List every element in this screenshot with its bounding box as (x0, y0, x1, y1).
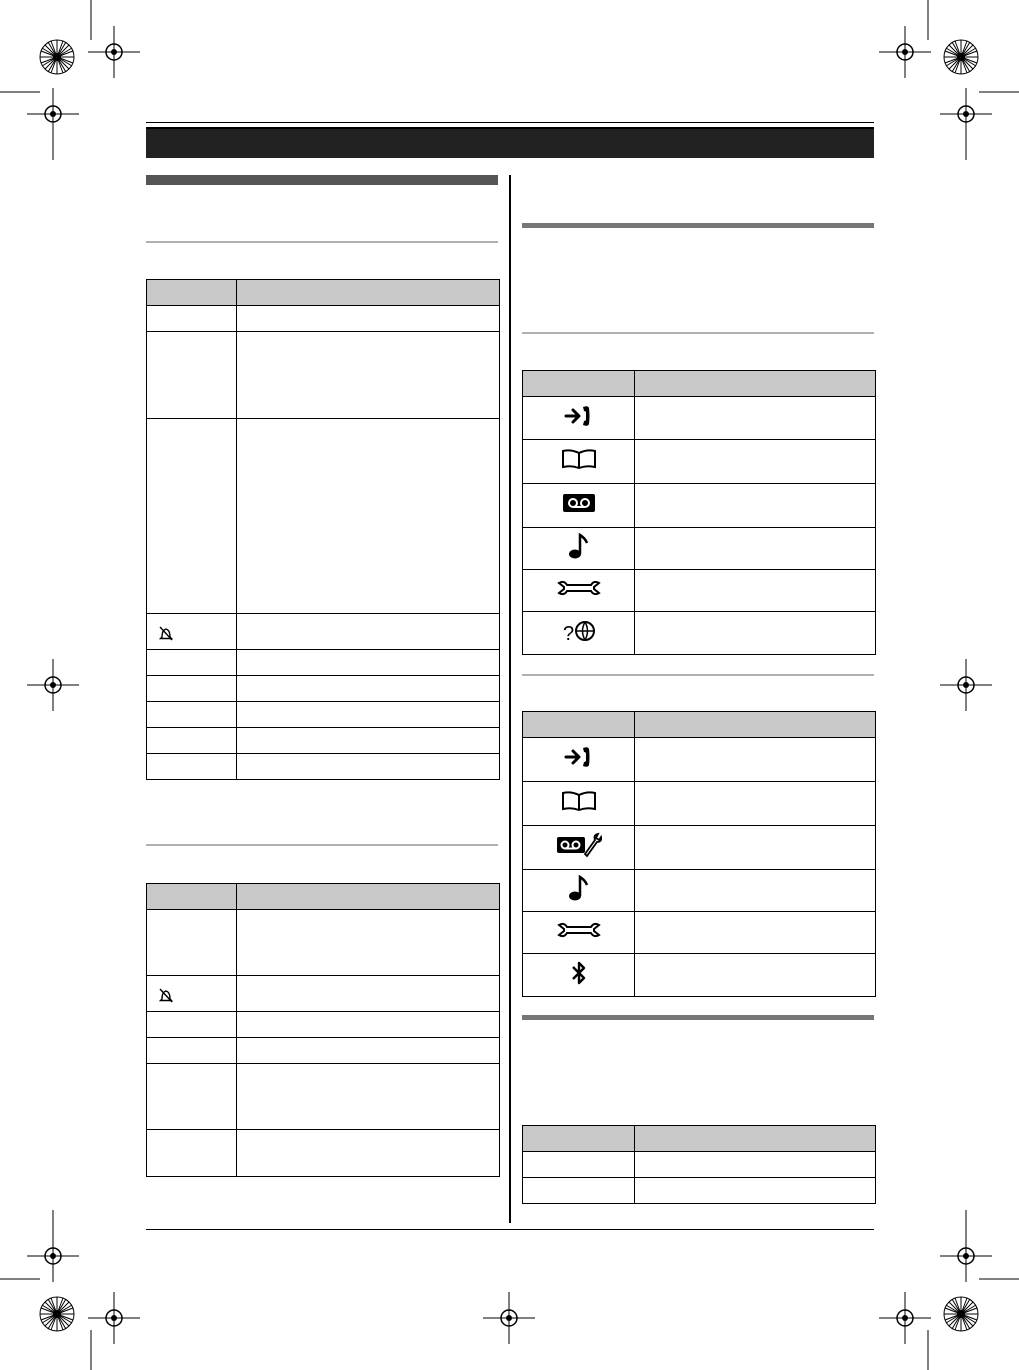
table-cell (635, 570, 876, 612)
table-row (147, 1064, 500, 1130)
help-globe-icon (561, 618, 597, 644)
table-cell (147, 614, 237, 650)
table-row (147, 306, 500, 332)
table-cell (147, 332, 237, 419)
table-cell (635, 1152, 876, 1178)
table-cell (147, 1012, 237, 1038)
answering-machine-settings-icon (555, 832, 603, 858)
table-header-row (147, 884, 500, 910)
table-row (147, 910, 500, 976)
menu-icon-table-a (522, 370, 876, 655)
section-bar-right-2 (522, 1015, 874, 1020)
table-cell (237, 332, 500, 419)
table-cell (147, 676, 237, 702)
table-cell (523, 570, 635, 612)
table-row (147, 332, 500, 419)
table-cell (237, 728, 500, 754)
table-row (147, 1038, 500, 1064)
table-cell (147, 1130, 237, 1177)
footer-rule (146, 1229, 874, 1230)
table-header-cell (147, 884, 237, 910)
status-table-1 (146, 279, 500, 780)
status-table-2 (146, 883, 500, 1177)
table-cell (237, 1064, 500, 1130)
table-row (523, 826, 876, 870)
table-cell (635, 1178, 876, 1204)
table-cell (523, 397, 635, 440)
table-cell (147, 306, 237, 332)
table-header-row (147, 280, 500, 306)
table-cell (635, 826, 876, 870)
table-cell (237, 1012, 500, 1038)
table-row (523, 570, 876, 612)
table-row (523, 738, 876, 782)
table-row (523, 1178, 876, 1204)
subsection-rule (146, 844, 498, 846)
section-bar-right (522, 223, 874, 228)
table-cell (237, 1130, 500, 1177)
table-cell (523, 912, 635, 954)
call-arrow-icon (564, 403, 594, 429)
table-row (147, 754, 500, 780)
table-row (147, 1130, 500, 1177)
bluetooth-icon (569, 960, 589, 986)
table-cell (523, 782, 635, 826)
table-cell (237, 1038, 500, 1064)
table-c (522, 1125, 876, 1204)
table-header-cell (635, 371, 876, 397)
table-cell (147, 754, 237, 780)
table-cell (147, 1064, 237, 1130)
table-cell (635, 954, 876, 997)
music-note-icon (567, 532, 591, 560)
table-row (147, 976, 500, 1012)
answering-machine-icon (561, 492, 597, 514)
table-header-cell (523, 712, 635, 738)
table-row (523, 528, 876, 570)
table-cell (635, 528, 876, 570)
table-cell (237, 976, 500, 1012)
table-row (523, 782, 876, 826)
menu-icon-table-b (522, 711, 876, 997)
table-row (147, 1012, 500, 1038)
phonebook-icon (561, 448, 597, 470)
table-header-row (523, 1126, 876, 1152)
table-cell (635, 782, 876, 826)
table-cell (147, 910, 237, 976)
table-header-cell (147, 280, 237, 306)
ringer-off-icon (157, 625, 175, 641)
table-header-cell (635, 1126, 876, 1152)
table-cell (635, 870, 876, 912)
subsection-rule (522, 674, 874, 676)
table-cell (523, 1152, 635, 1178)
table-row (523, 912, 876, 954)
call-arrow-icon (564, 744, 594, 770)
table-header-cell (237, 884, 500, 910)
table-row (523, 954, 876, 997)
table-row (523, 870, 876, 912)
ringer-off-icon (157, 987, 175, 1003)
header-rule (146, 122, 874, 123)
table-row (147, 419, 500, 614)
table-cell (237, 754, 500, 780)
table-row (147, 614, 500, 650)
wrench-icon (556, 578, 602, 598)
table-cell (523, 528, 635, 570)
wrench-icon (556, 920, 602, 940)
table-cell (523, 440, 635, 484)
table-cell (237, 306, 500, 332)
table-cell (237, 702, 500, 728)
table-cell (147, 650, 237, 676)
table-cell (635, 738, 876, 782)
table-cell (523, 870, 635, 912)
table-row (147, 676, 500, 702)
table-cell (523, 826, 635, 870)
svg-text:?: ? (562, 622, 574, 644)
table-cell (147, 702, 237, 728)
table-row (147, 702, 500, 728)
table-cell (635, 612, 876, 655)
table-row (523, 440, 876, 484)
table-cell (635, 912, 876, 954)
table-row (523, 397, 876, 440)
table-cell (523, 1178, 635, 1204)
table-cell (523, 954, 635, 997)
phonebook-icon (561, 790, 597, 812)
table-cell (523, 612, 635, 655)
music-note-icon (567, 874, 591, 902)
table-cell (523, 484, 635, 528)
table-cell (237, 419, 500, 614)
subsection-rule (522, 332, 874, 334)
header-bar (146, 127, 874, 158)
subsection-rule (146, 241, 498, 243)
table-header-cell (523, 371, 635, 397)
table-cell (237, 910, 500, 976)
table-row (523, 612, 876, 655)
table-cell (237, 650, 500, 676)
table-cell (635, 484, 876, 528)
table-cell (147, 976, 237, 1012)
table-cell (147, 728, 237, 754)
table-row (147, 650, 500, 676)
column-divider (509, 175, 511, 1223)
section-bar-left (146, 175, 498, 185)
table-cell (147, 1038, 237, 1064)
table-row (523, 484, 876, 528)
table-cell (147, 419, 237, 614)
table-cell (237, 676, 500, 702)
table-cell (523, 738, 635, 782)
table-header-row (523, 712, 876, 738)
table-header-cell (237, 280, 500, 306)
table-header-cell (523, 1126, 635, 1152)
table-cell (635, 440, 876, 484)
table-row (147, 728, 500, 754)
table-cell (635, 397, 876, 440)
table-row (523, 1152, 876, 1178)
table-cell (237, 614, 500, 650)
table-header-cell (635, 712, 876, 738)
table-header-row (523, 371, 876, 397)
